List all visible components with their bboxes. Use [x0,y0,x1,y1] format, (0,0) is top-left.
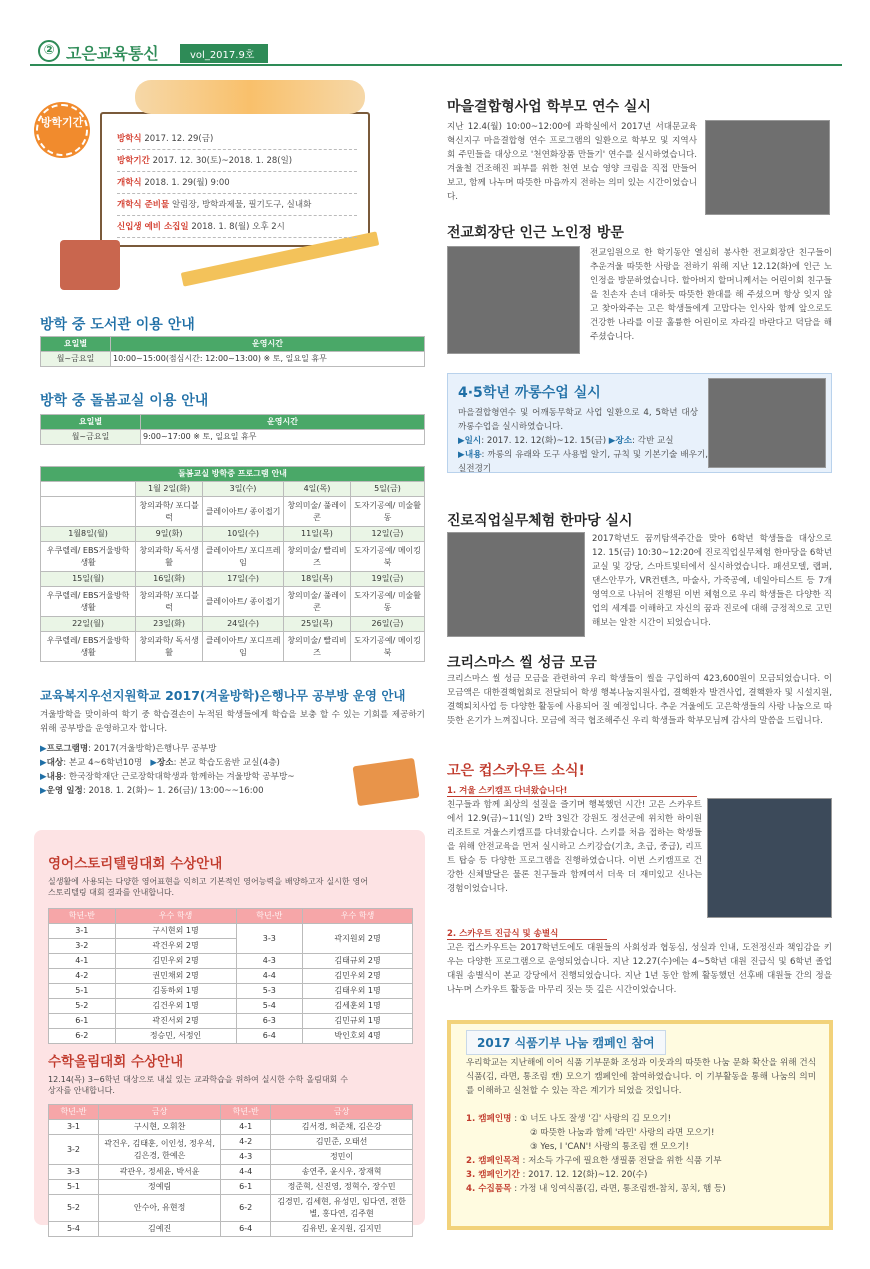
page-header [30,40,842,66]
welfare-body: 겨울방학을 맞이하여 학기 중 학습결손이 누적된 학생들에게 학습을 보충 할 수 있는 기회를 제공하기 위해 공부방을 운영하고자 합니다. [40,710,425,734]
scout-subtitle-2: 2. 스카우트 진급식 및 송별식 [447,927,607,940]
book-illustration [353,758,420,806]
scout-photo [707,798,832,918]
math-title: 수학올림대회 수상안내 [48,1054,184,1070]
scout-body-2: 고은 컵스카우트는 2017학년도에도 대원들의 사회성과 협동심, 성실과 인내, 도전정신과 책임감을 키우는 다양한 프로그램으로 운영되었습니다. 지난 12.27(수)에는 4~5학년 대원 진급식 및 6학년 졸업대원 송별식이 본교 강당에서 진행되었습니다. 지난 1년 동안 함께 활동했던 선후배 대원들 간의 정을 나누며 스카우트 활동을 마무리 짓는 뜻 깊은 시간이었습니다. [447,943,832,995]
english-table: 학년-반 우수 학생 학년-반 우수 학생 3-1 구시현외 1명 3-3 곽지원외 2명 3-2 곽건우외 2명 4-1 김민우외 2명 4-3 김태규외 2명 4-2 권민채외 2명 4-4 김민우외 2명 5-1 김동하외 1명 5-3 김태우외 1명 5-2 김건우외 1명 5-4 김세훈외 1명 6-1 곽진서외 2명 6-3 김민규외 1명 6-2 정승민, 서정인 6-4 박인호외 4명 [48,908,413,1044]
care-program-table: 돌봄교실 방학중 프로그램 안내 1월 2일(화) 3일(수) 4일(목) 5일(금) 창의과학/ 포디블럭 클레이아트/ 종이접기 창의미술/ 풀레이콘 도자기공예/ 미술활동 1월8일(월) 9일(화) 10일(수) 11일(목) 12일(금) 우쿠렐레/ EBS거울방학생활 창의과학/ 독서생활 클레이아트/ 포디프레임 창의미술/ 빨리비즈 도자기공예/ 메이킹북 15일(월) 16일(화) 17일(수) 18일(목) 19일(금) 우쿠렐레/ EBS거울방학생활 창의과학/ 포디블럭 클레이아트/ 종이접기 창의미술/ 풀레이콘 도자기공예/ 미술활동 22일(월) 23일(화) 24일(수) 25일(목) 26일(금) 우쿠렐레/ EBS거울방학생활 창의과학/ 독서생활 클레이아트/ 포디프레임 창의미술/ 빨리비즈 도자기공예/ 메이킹북 [40,466,425,662]
career-body: 2017학년도 꿈끼탐색주간을 맞아 6학년 학생들을 대상으로 12. 15(금) 10:30~12:20에 진로직업실무체험 한마당을 6학년 교실 및 강당, 스마트빛터에서 실시하였습니다. 패션모델, 랩퍼, 댄스안무가, VR컨텐츠, 마술사, 가죽공예, 네일아티스트 등 7개 영역으로 나뉘어 진행된 이번 체험으로 우리 학생들은 다양한 직업의 세계를 이해하고 자신의 꿈과 진로에 대해 긍정적으로 고민해보는 알찬 시간이 되었습니다. [592,534,832,628]
elder-photo [447,246,580,354]
curling-title: 4·5학년 까롱수업 실시 [458,385,601,401]
elder-title: 전교회장단 인근 노인정 방문 [447,225,624,241]
vacation-schedule: 방학식 2017. 12. 29(금) 방학기간 2017. 12. 30(토)~2018. 1. 28(일) 개학식 2018. 1. 29(월) 9:00 개학식 준비물 알림장, 방학과제물, 필기도구, 실내화 신입생 예비 소집일 2018. 1. 8(월) 오후 2시 [117,128,357,238]
curling-photo [708,378,826,468]
career-photo [447,532,585,637]
food-list: 1. 캠페인명 : ① 너도 나도 잘생 '김' 사랑의 김 모으기! ② 따뜻한 나눔과 함께 '라민' 사랑의 라면 모으기! ③ Yes, I 'CAN'! 사랑의 통조림 캔 모으기! 2. 캠페인목적 : 저소득 가구에 필요한 생필품 전달을 위한 식품 기부 3. 캠페인기간 : 2017. 12. 12(화)~12. 20(수) 4. 수집품목 : 가정 내 잉여식품(김, 라면, 통조림캔-참치, 꽁치, 햄 등) [466,1114,726,1194]
parent-photo [705,120,830,215]
parent-title: 마을결합형사업 학부모 연수 실시 [447,99,651,115]
curling-items: ▶일시: 2017. 12. 12(화)~12. 15(금) ▶장소: 각반 교실 ▶내용: 까롱의 유래와 도구 사용법 알기, 규칙 및 기본기술 배우기, 실전경기 [458,436,708,474]
english-title: 영어스토리텔링대회 수상안내 [48,856,223,872]
career-title: 진로직업실무체험 한마당 실시 [447,513,633,529]
math-desc: 12.14(목) 3~6학년 대상으로 내실 있는 교과학습을 위하여 실시한 수학 올림대회 수상자를 안내합니다. [48,1075,348,1095]
care-table: 요일별 운영시간 월~금요일 9:00~17:00 ※ 토, 일요일 휴무 [40,414,425,445]
library-title: 방학 중 도서관 이용 안내 [40,317,195,333]
books-illustration [60,240,120,290]
scout-title: 고은 컵스카우트 소식! [447,763,585,779]
page-number: ② [38,40,60,62]
english-desc: 실생활에 사용되는 다양한 영어표현을 익히고 기본적인 영어능력을 배양하고자 실시한 영어스토리텔링 대회 결과를 안내합니다. [48,877,368,897]
vacation-badge: 방학기간 [36,104,88,156]
seal-body: 크리스마스 씰 성금 모금을 관련하여 우리 학생들이 씰을 구입하여 423,600원이 모금되었습니다. 이 모금액은 대한결핵협회로 전달되어 학생 행복나눔지원사업, 결핵환자 발견사업, 결핵환자 및 시설지원, 결핵퇴치사업 등 다양한 활동에 사용되어 질 예정입니다. 추운 겨울에도 고은학생들의 사랑 나눔으로 따뜻한 온기가 느껴집니다. 모금에 적극 협조해주신 우리 학생들과 학부모님께 감사의 말씀을 드립니다. [447,674,832,726]
newsletter-title: 고은교육통신 [66,44,159,63]
care-title: 방학 중 돌봄교실 이용 안내 [40,393,209,409]
library-table: 요일별 운영시간 월~금요일 10:00~15:00(점심시간: 12:00~13:00) ※ 토, 일요일 휴무 [40,336,425,367]
math-table: 학년-반 금상 학년-반 금상 3-1 구시현, 오휘찬 4-1 김서경, 허준채, 김은강 3-2 곽건우, 김태훈, 이인성, 정우석, 김은경, 한예은 4-2 김민준, 오태선 4-3 정민이 3-3 곽관우, 정세윤, 박서윤 4-4 송연주, 윤시우, 장재혁 5-1 정예림 6-1 정준혁, 신진영, 정혁수, 장수민 5-2 안수아, 유현정 6-2 김경민, 김세현, 유성민, 임다연, 전한별, 홍다연, 김주현 5-4 김예진 6-4 김유빈, 윤지원, 김지민 [48,1104,413,1237]
curling-body: 마을결합형연수 및 어깨동무학교 사업 일환으로 4, 5학년 대상 까롱수업을 실시하였습니다. [458,408,698,432]
elder-body: 전교임원으로 한 학기동안 열심히 봉사한 전교회장단 친구들이 추운겨울 따뜻한 사랑을 전하기 위해 지난 12.12(화)에 인근 노인정을 방문하였습니다. 할아버지 할머니께서는 어린이회 친구들을 친손자 손녀 대하듯 따뜻한 환대를 해 주셨으며 항상 잊지 않고 찾아와주는 고은 학생들에게 고맙다는 인사와 함께 앞으로도 건강한 나라를 이끌 훌륭한 어린이로 자라길 바란다고 덕담을 해주셨습니다. [590,248,832,342]
scout-subtitle-1: 1. 겨울 스키캠프 다녀왔습니다! [447,784,697,797]
scout-body-1: 친구들과 함께 최상의 설질을 즐기며 행복했던 시간! 고은 스카우트에서 12.9(금)~11(일) 2박 3일간 강원도 정선군에 위치한 하이원리조트로 겨울스키캠프를 다녀왔습니다. 스키를 처음 접하는 학생들을 위해 안전교육을 먼저 실시하고 스키강습(기초, 초급, 중급), 리프트 탑승 등 다양한 프로그램을 진행하였습니다. 이번 스키캠프로 건강한 신체발달은 물론 친구들과 함께여서 더욱 더 재미있고 신나는 경험이었습니다. [447,800,702,894]
welfare-items: ▶프로그램명: 2017(겨울방학)은행나무 공부방 ▶대상: 본교 4~6학년10명 ▶장소: 본교 학습도움반 교실(4층) ▶내용: 한국장학재단 근로장학대학생과 함께하는 겨울방학 공부방~ ▶운영 일정: 2018. 1. 2(화)~ 1. 26(금)/ 13:00~~16:00 [40,744,295,796]
kids-illustration [135,80,365,114]
parent-body: 지난 12.4(월) 10:00~12:00에 과학실에서 2017년 서대문교육혁신지구 마을결합형 연수 프로그램의 일환으로 학부모 및 지역사회 주민들을 대상으로 '천연화장품 만들기' 연수를 실시하였습니다. 겨울철 건조해진 피부를 위한 천연 보습 영양 크림을 직접 만들어 보고, 함께 나누며 따뜻한 마음까지 전하는 의미 있는 시간이었습니다. [447,122,697,202]
volume-label: vol_2017.9호 [180,44,268,63]
seal-title: 크리스마스 씰 성금 모금 [447,655,597,671]
welfare-title: 교육복지우선지원학교 2017(겨울방학)은행나무 공부방 운영 안내 [40,688,406,703]
food-body: 우리학교는 지난해에 이어 식품 기부문화 조성과 이웃과의 따뜻한 나눔 문화 확산을 위해 건식 식품(김, 라면, 통조림 캔) 모으기 캠페인에 참여하였습니다. 이 기부활동을 통해 나눔의 의미를 이해하고 실천할 수 있는 작은 계기가 되었을 것입니다. [466,1058,816,1096]
food-title: 2017 식품기부 나눔 캠페인 참여 [466,1030,666,1055]
